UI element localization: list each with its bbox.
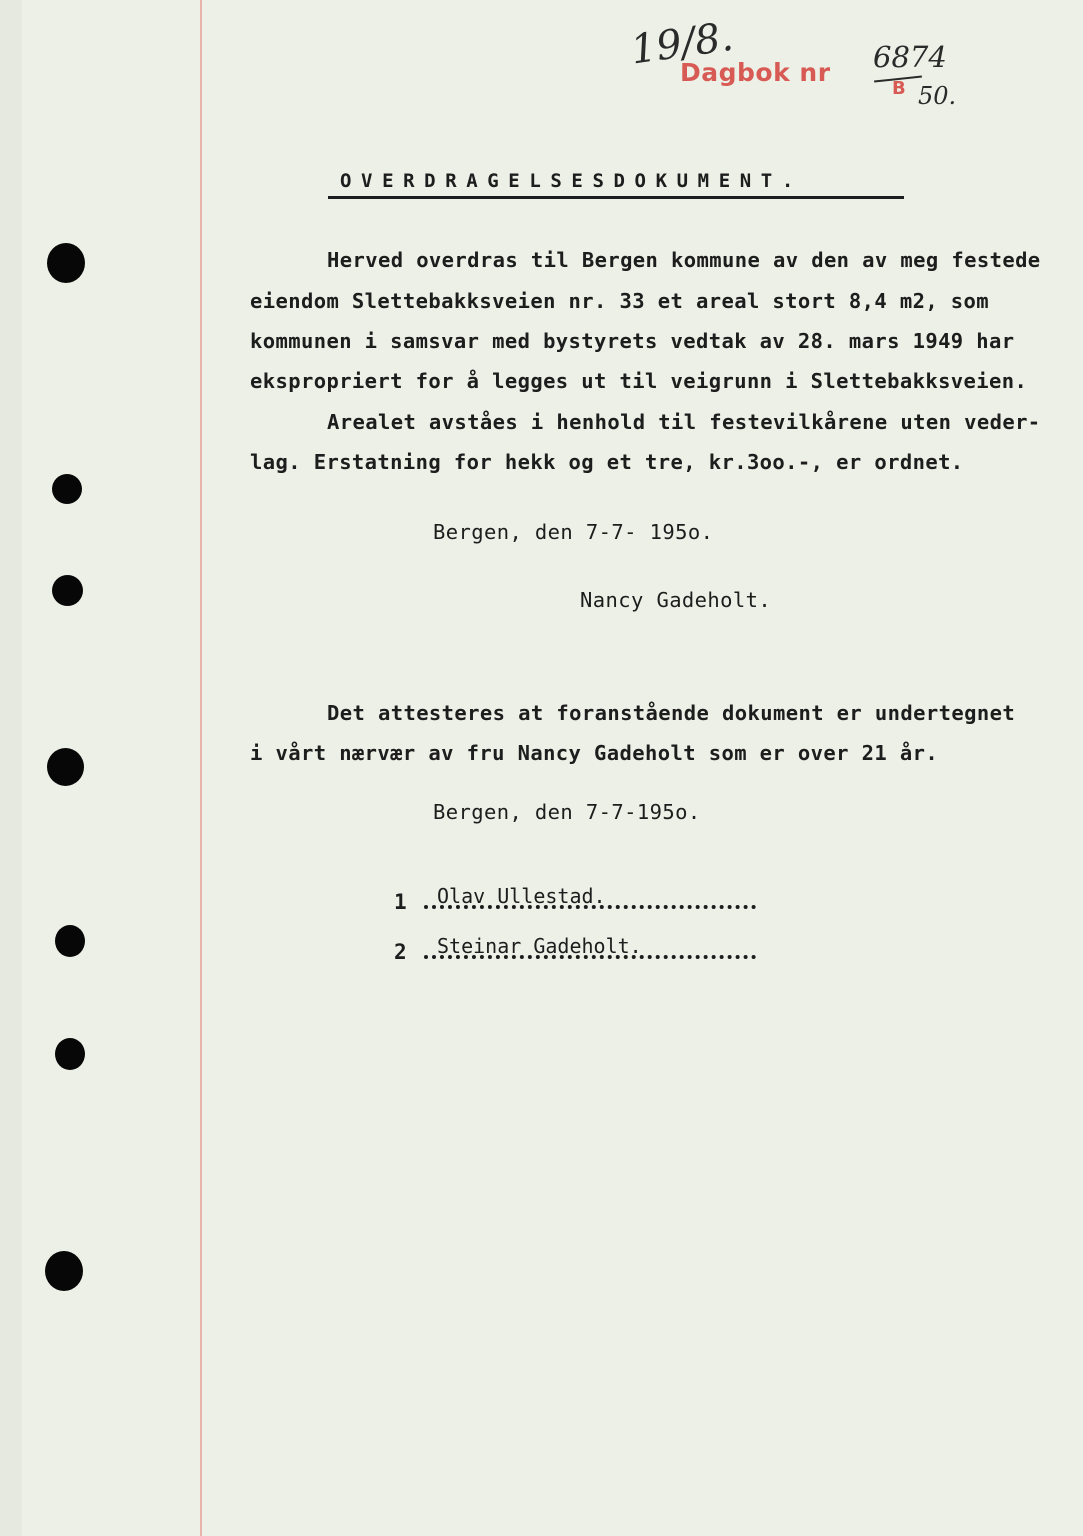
body-line: lag. Erstatning for hekk og et tre, kr.3oo.-, er ordnet. bbox=[250, 450, 964, 474]
witness-name: Steinar Gadeholt. bbox=[437, 934, 642, 958]
attestation-line: i vårt nærvær av fru Nancy Gadeholt som er over 21 år. bbox=[250, 741, 939, 765]
body-line: kommunen i samsvar med bystyrets vedtak av 28. mars 1949 har bbox=[250, 329, 1015, 353]
body-line: Herved overdras til Bergen kommune av den av meg festede bbox=[327, 248, 1041, 272]
handwritten-year: 50. bbox=[918, 82, 957, 110]
body-line: Arealet avståes i henhold til festevilkårene uten veder- bbox=[327, 410, 1041, 434]
paper-edge bbox=[0, 0, 22, 1536]
handwritten-date: 19/8. bbox=[628, 13, 736, 74]
handwritten-entry-number: 6874 bbox=[873, 40, 947, 74]
punch-hole bbox=[55, 1038, 85, 1070]
witness-number: 2 bbox=[394, 940, 407, 964]
punch-hole bbox=[52, 575, 83, 606]
entry-number-series: B bbox=[892, 78, 906, 99]
punch-hole bbox=[47, 748, 84, 786]
signature-dotted-line bbox=[424, 905, 756, 909]
dagbok-stamp: Dagbok nr bbox=[680, 58, 831, 87]
document-title: OVERDRAGELSESDOKUMENT. bbox=[340, 170, 803, 192]
punch-hole bbox=[52, 474, 82, 504]
body-line: eiendom Slettebakksveien nr. 33 et areal stort 8,4 m2, som bbox=[250, 289, 990, 313]
witness-name: Olav Ullestad. bbox=[437, 884, 606, 908]
punch-hole bbox=[55, 925, 85, 957]
place-date: Bergen, den 7-7-195o. bbox=[433, 800, 701, 824]
place-date: Bergen, den 7-7- 195o. bbox=[433, 520, 714, 544]
punch-hole bbox=[47, 243, 85, 283]
margin-rule bbox=[200, 0, 202, 1536]
title-underline bbox=[328, 196, 904, 199]
punch-hole bbox=[45, 1251, 83, 1291]
body-line: ekspropriert for å legges ut til veigrunn i Slettebakksveien. bbox=[250, 369, 1028, 393]
signature-dotted-line bbox=[424, 955, 756, 959]
signatory-name: Nancy Gadeholt. bbox=[580, 588, 772, 612]
attestation-line: Det attesteres at foranstående dokument er undertegnet bbox=[327, 701, 1016, 725]
witness-number: 1 bbox=[394, 890, 407, 914]
